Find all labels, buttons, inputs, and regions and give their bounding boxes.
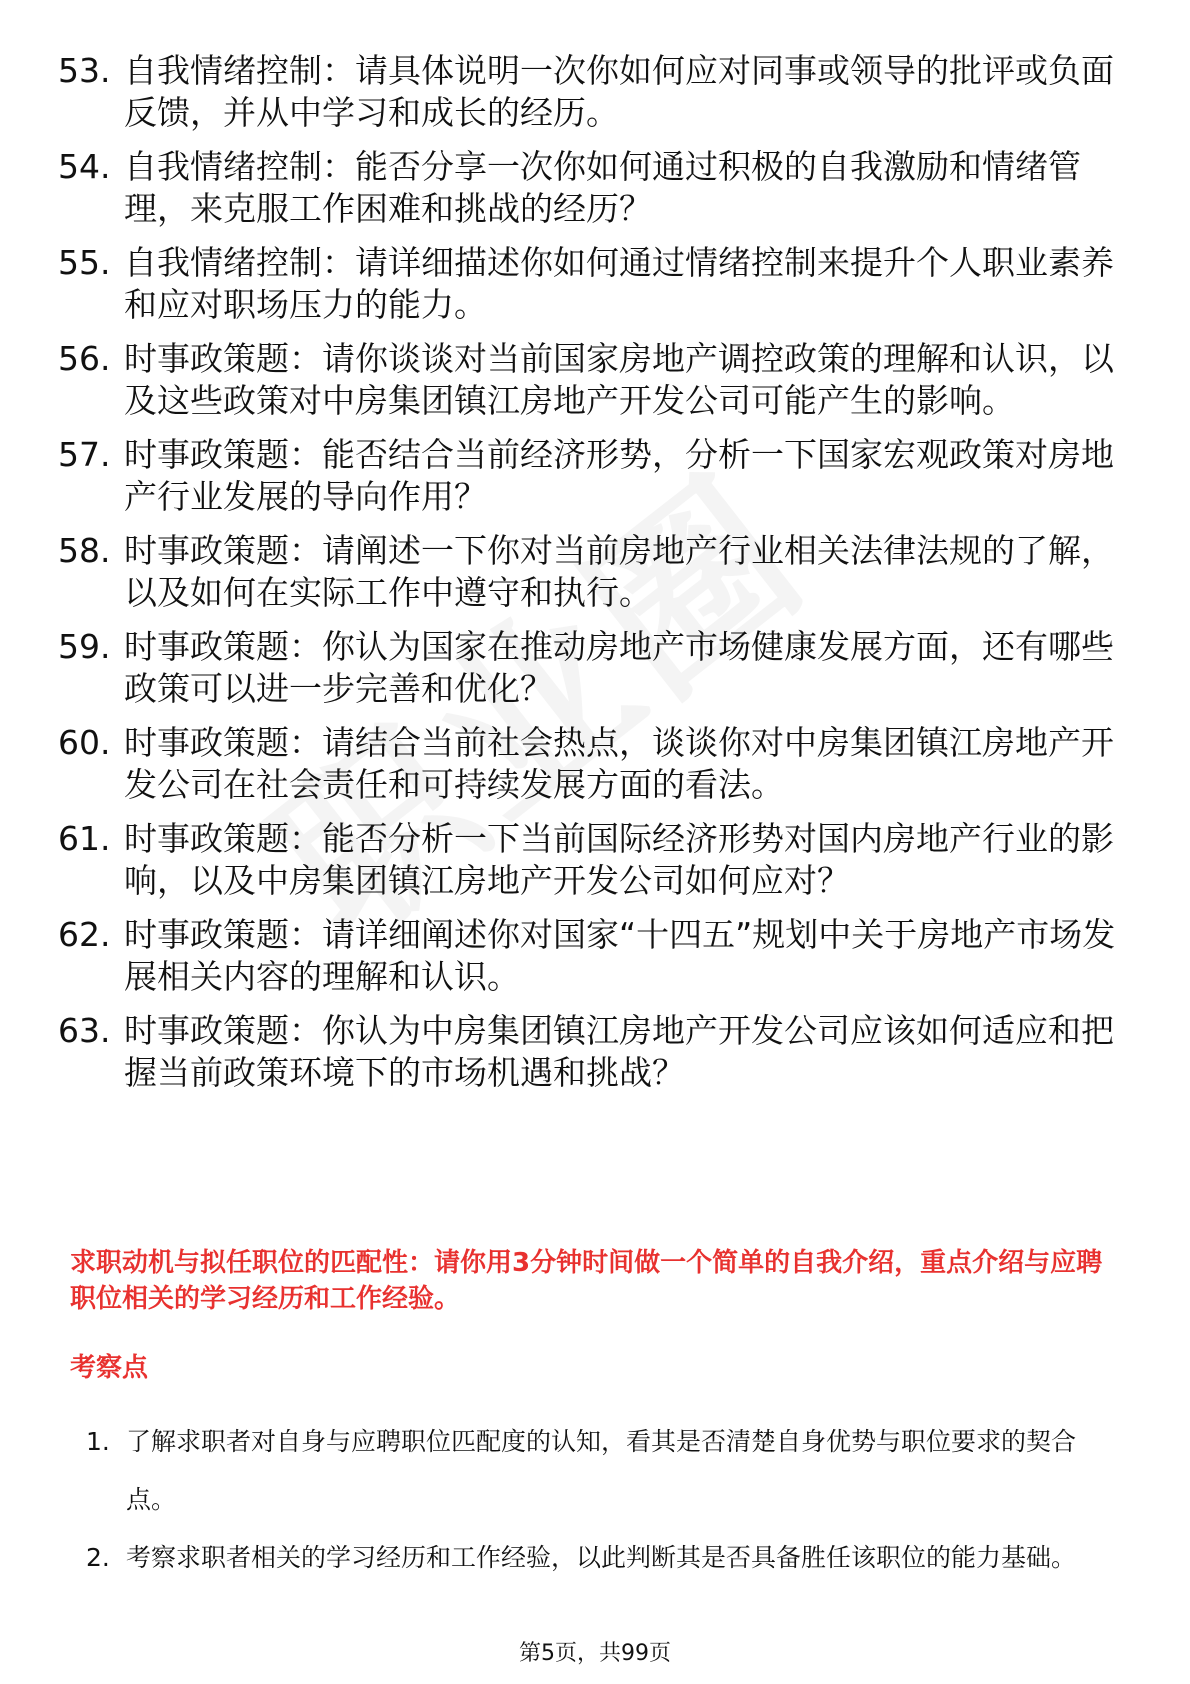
question-number: 61. (58, 819, 111, 858)
question-text: 自我情绪控制：能否分享一次你如何通过积极的自我激励和情绪管理，来克服工作困难和挑战的经历？ (124, 147, 1081, 228)
question-number: 58. (58, 531, 111, 570)
question-item (58, 338, 1128, 422)
question-number: 62. (58, 915, 111, 954)
question-number: 63. (58, 1011, 111, 1050)
question-text: 自我情绪控制：请具体说明一次你如何应对同事或领导的批评或负面反馈，并从中学习和成长的经历。 (124, 51, 1114, 132)
question-list (58, 50, 1128, 1106)
question-item (58, 818, 1128, 902)
point-number: 2. (86, 1543, 110, 1572)
question-number: 54. (58, 147, 111, 186)
question-number: 55. (58, 243, 111, 282)
section-heading: 求职动机与拟任职位的匹配性：请你用3分钟时间做一个简单的自我介绍，重点介绍与应聘职位相关的学习经历和工作经验。 (70, 1248, 1103, 1314)
question-text: 时事政策题：你认为国家在推动房地产市场健康发展方面，还有哪些政策可以进一步完善和优化？ (124, 627, 1114, 708)
question-text: 时事政策题：请结合当前社会热点，谈谈你对中房集团镇江房地产开发公司在社会责任和可持续发展方面的看法。 (124, 723, 1114, 804)
question-text: 自我情绪控制：请详细描述你如何通过情绪控制来提升个人职业素养和应对职场压力的能力。 (124, 243, 1114, 324)
question-item (58, 242, 1128, 326)
question-item (58, 722, 1128, 806)
question-item (58, 530, 1128, 614)
assessment-point (86, 1529, 1121, 1587)
question-number: 60. (58, 723, 111, 762)
question-text: 时事政策题：请详细阐述你对国家“十四五”规划中关于房地产市场发展相关内容的理解和认识。 (124, 915, 1116, 996)
question-item (58, 914, 1128, 998)
question-item (58, 50, 1128, 134)
question-text: 时事政策题：请阐述一下你对当前房地产行业相关法律法规的了解，以及如何在实际工作中遵守和执行。 (124, 531, 1114, 612)
question-text: 时事政策题：能否分析一下当前国际经济形势对国内房地产行业的影响，以及中房集团镇江房地产开发公司如何应对？ (124, 819, 1114, 900)
assessment-points-list (86, 1413, 1121, 1587)
assessment-point (86, 1413, 1121, 1529)
question-item (58, 1010, 1128, 1094)
question-number: 53. (58, 51, 111, 90)
page-footer: 第5页，共99页 (519, 1641, 671, 1666)
question-number: 59. (58, 627, 111, 666)
section-label: 考察点 (70, 1353, 149, 1383)
question-item (58, 434, 1128, 518)
question-item (58, 146, 1128, 230)
point-number: 1. (86, 1427, 110, 1456)
question-text: 时事政策题：你认为中房集团镇江房地产开发公司应该如何适应和把握当前政策环境下的市场机遇和挑战？ (124, 1011, 1114, 1092)
point-text: 了解求职者对自身与应聘职位匹配度的认知，看其是否清楚自身优势与职位要求的契合点。 (126, 1427, 1077, 1514)
question-number: 56. (58, 339, 111, 378)
question-text: 时事政策题：请你谈谈对当前国家房地产调控政策的理解和认识，以及这些政策对中房集团镇江房地产开发公司可能产生的影响。 (124, 339, 1114, 420)
question-item (58, 626, 1128, 710)
question-text: 时事政策题：能否结合当前经济形势，分析一下国家宏观政策对房地产行业发展的导向作用？ (124, 435, 1114, 516)
question-number: 57. (58, 435, 111, 474)
point-text: 考察求职者相关的学习经历和工作经验，以此判断其是否具备胜任该职位的能力基础。 (126, 1543, 1077, 1572)
